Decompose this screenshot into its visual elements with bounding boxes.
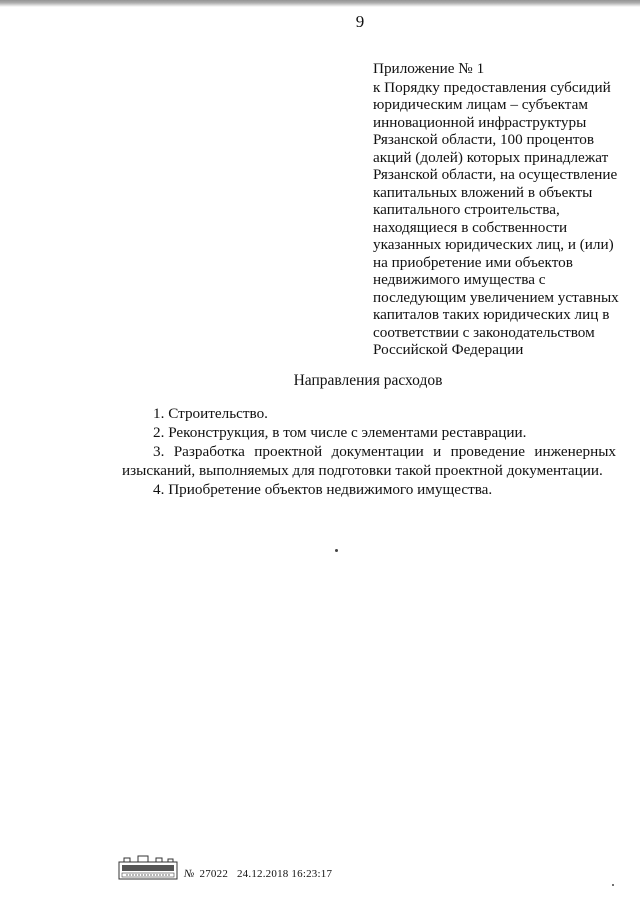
appendix-line: находящиеся в собственности xyxy=(373,218,568,236)
appendix-line: инновационной инфраструктуры xyxy=(373,113,587,131)
appendix-line: Рязанской области, на осуществление xyxy=(373,166,618,183)
appendix-line: капиталов таких юридических лиц в xyxy=(373,306,610,323)
scan-speck xyxy=(335,549,338,552)
registration-stamp-icon xyxy=(118,854,178,880)
appendix-body xyxy=(373,79,635,359)
appendix-block xyxy=(373,60,635,359)
appendix-line: на приобретение ими объектов xyxy=(373,253,573,271)
appendix-line: акций (долей) которых принадлежат xyxy=(373,148,609,166)
appendix-line: соответствии с законодательством xyxy=(373,323,595,341)
registration-datetime: 24.12.2018 16:23:17 xyxy=(236,868,333,880)
appendix-line: к Порядку предоставления субсидий xyxy=(373,78,611,96)
list-item-line: 3. Разработка проектной документации и проведение инженерных xyxy=(153,443,616,460)
registration-code xyxy=(184,868,332,880)
expense-directions-list xyxy=(122,404,616,499)
appendix-line: Российской Федерации xyxy=(373,341,524,358)
list-item-line: изысканий, выполняемых для подготовки такой проектной документации. xyxy=(122,462,603,479)
footer xyxy=(118,854,378,884)
page-number: 9 xyxy=(355,12,365,31)
list-item: 2. Реконструкция, в том числе с элементами реставрации. xyxy=(153,424,527,441)
list-item xyxy=(122,442,616,480)
number-sign: № xyxy=(184,868,195,880)
registration-number: 27022 xyxy=(199,868,229,880)
scan-edge xyxy=(0,0,640,7)
appendix-line: Рязанской области, 100 процентов xyxy=(373,131,595,148)
appendix-line: недвижимого имущества с xyxy=(373,271,546,288)
section-heading: Направления расходов xyxy=(293,372,443,389)
appendix-title: Приложение № 1 xyxy=(373,60,485,77)
appendix-line: капитальных вложений в объекты xyxy=(373,183,593,201)
list-item: 1. Строительство. xyxy=(153,405,268,422)
list-item: 4. Приобретение объектов недвижимого имущества. xyxy=(153,481,493,498)
appendix-line: указанных юридических лиц, и (или) xyxy=(373,236,614,253)
appendix-line: юридическим лицам – субъектам xyxy=(373,96,588,113)
appendix-line: капитального строительства, xyxy=(373,201,560,218)
scan-speck xyxy=(612,884,614,886)
appendix-line: последующим увеличением уставных xyxy=(373,288,619,306)
